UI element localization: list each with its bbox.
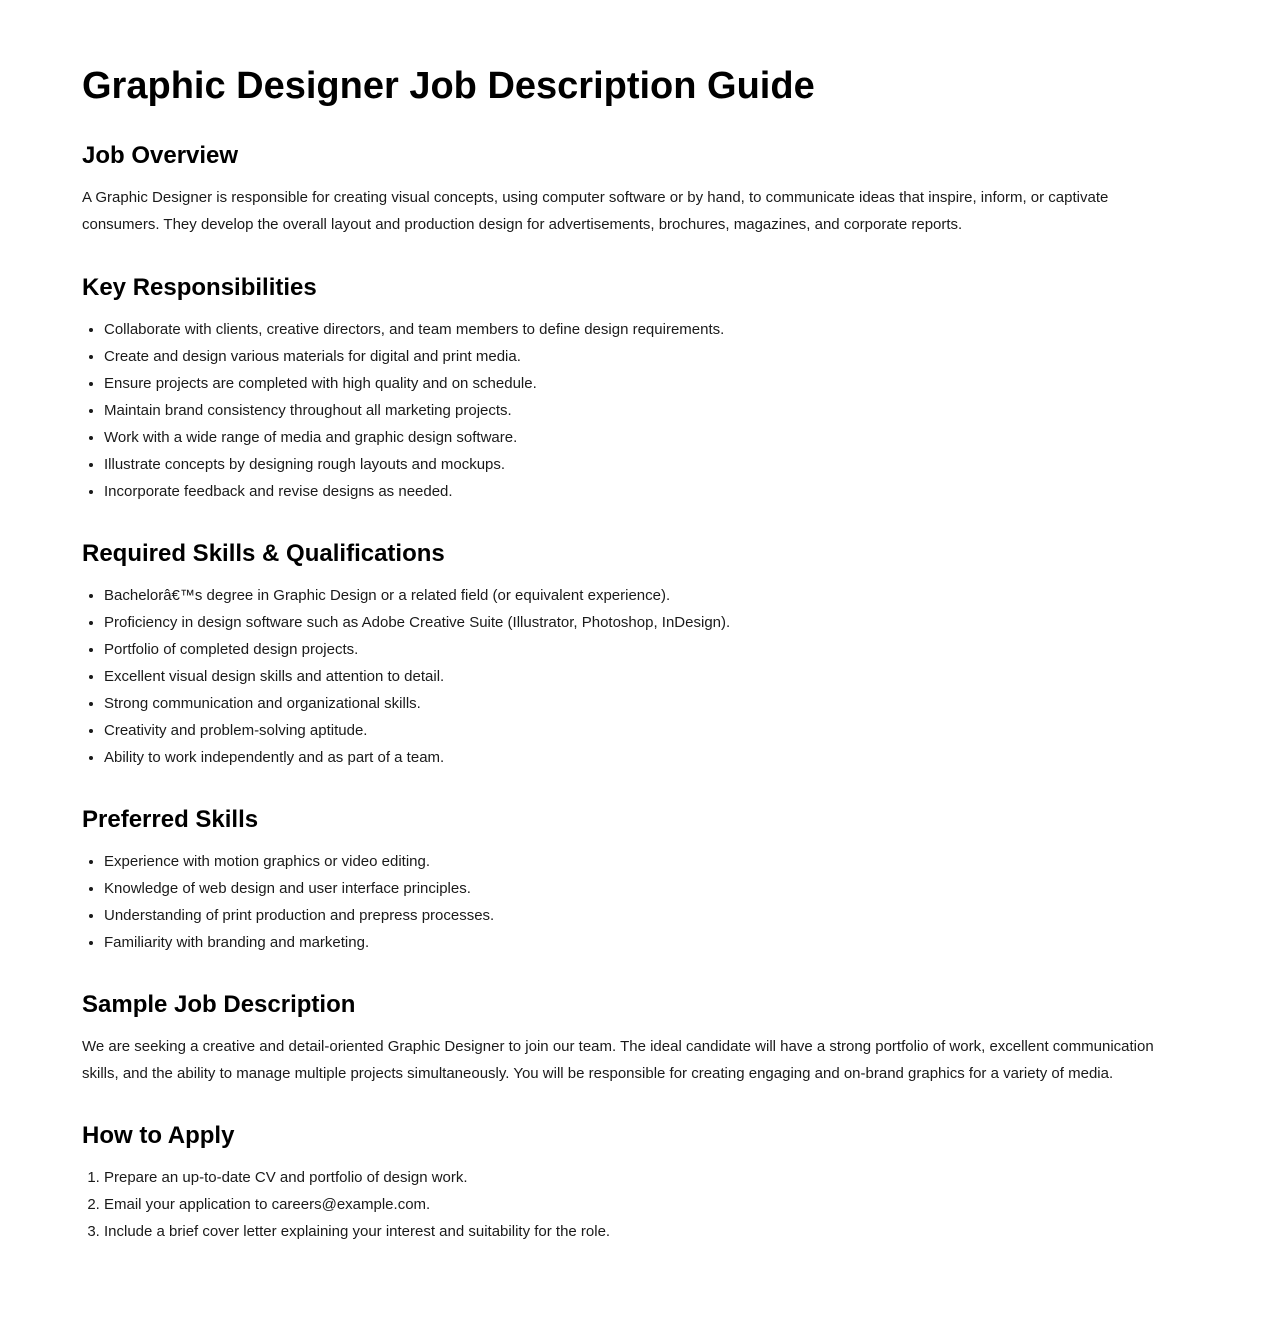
list-item: • Ensure projects are completed with high quality and on schedule.	[104, 370, 1181, 397]
list-item: • Proficiency in design software such as Adobe Creative Suite (Illustrator, Photoshop, InDesign).	[104, 609, 1181, 636]
list-item: 1. Prepare an up-to-date CV and portfolio of design work.	[104, 1164, 1181, 1191]
list-item: • Portfolio of completed design projects.	[104, 636, 1181, 663]
list-item: • Maintain brand consistency throughout all marketing projects.	[104, 397, 1181, 424]
list-item: • Excellent visual design skills and attention to detail.	[104, 663, 1181, 690]
preferred-heading: Preferred Skills	[82, 805, 259, 833]
list-item: • Bachelorâ€™s degree in Graphic Design or a related field (or equivalent experience).	[104, 582, 1181, 609]
list-item: • Familiarity with branding and marketing.	[104, 929, 1181, 956]
list-item: • Incorporate feedback and revise designs as needed.	[104, 478, 1181, 505]
list-item: 2. Email your application to careers@example.com.	[104, 1191, 1181, 1218]
sample-text: We are seeking a creative and detail-oriented Graphic Designer to join our team. The ideal candidate will have a strong portfolio of work, excellent communication skills, and the ability to manage multiple projects simultaneously. You will be responsible for creating engaging and on-brand graphics for a variety of media.	[82, 1037, 1154, 1082]
page-title: Graphic Designer Job Description Guide	[82, 65, 815, 107]
responsibilities-list	[82, 316, 1181, 505]
overview-text: A Graphic Designer is responsible for creating visual concepts, using computer software or by hand, to communicate ideas that inspire, inform, or captivate consumers. They develop the overall layout and production design for advertisements, brochures, magazines, and corporate reports.	[82, 189, 1109, 234]
list-item: • Collaborate with clients, creative directors, and team members to define design requirements.	[104, 316, 1181, 343]
list-item: • Understanding of print production and prepress processes.	[104, 902, 1181, 929]
required-list	[82, 582, 1181, 771]
overview-heading: Job Overview	[82, 142, 239, 169]
apply-list	[82, 1164, 1181, 1245]
sample-heading: Sample Job Description	[82, 990, 356, 1018]
list-item: • Create and design various materials for digital and print media.	[104, 343, 1181, 370]
list-item: • Ability to work independently and as part of a team.	[104, 744, 1181, 771]
list-item: 3. Include a brief cover letter explaining your interest and suitability for the role.	[104, 1218, 1181, 1245]
list-item: • Creativity and problem-solving aptitude.	[104, 717, 1181, 744]
list-item: • Illustrate concepts by designing rough layouts and mockups.	[104, 451, 1181, 478]
responsibilities-heading: Key Responsibilities	[82, 273, 317, 301]
required-heading: Required Skills & Qualifications	[82, 539, 445, 567]
apply-heading: How to Apply	[82, 1122, 235, 1150]
list-item: • Experience with motion graphics or video editing.	[104, 848, 1181, 875]
preferred-list	[82, 848, 1181, 956]
list-item: • Strong communication and organizational skills.	[104, 690, 1181, 717]
list-item: • Work with a wide range of media and graphic design software.	[104, 424, 1181, 451]
document	[82, 63, 1181, 1245]
list-item: • Knowledge of web design and user interface principles.	[104, 875, 1181, 902]
